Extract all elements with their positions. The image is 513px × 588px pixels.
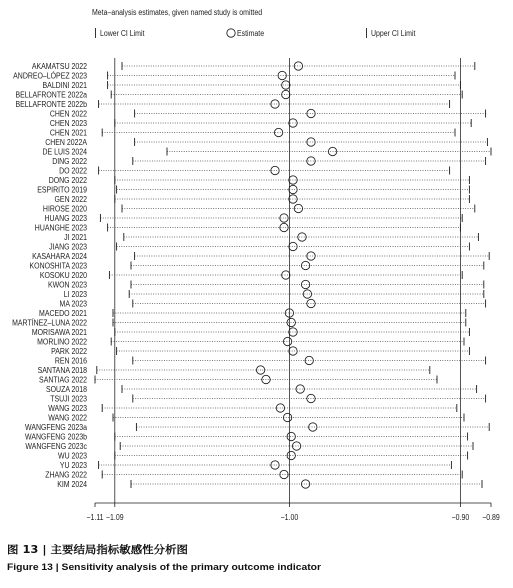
study-row <box>43 204 475 214</box>
study-row <box>37 337 464 347</box>
study-row <box>40 270 462 280</box>
study-label: GEN 2022 <box>54 194 87 205</box>
study-label: JIANG 2023 <box>49 241 87 252</box>
study-label: AKAMATSU 2022 <box>31 61 87 72</box>
study-row <box>43 80 461 90</box>
study-row <box>48 403 457 413</box>
study-row <box>38 365 430 375</box>
study-label: LI 2023 <box>63 289 87 300</box>
study-row <box>25 441 473 451</box>
study-row <box>60 299 486 309</box>
study-label: KIM 2024 <box>57 479 87 490</box>
study-row <box>45 137 487 147</box>
study-row <box>32 61 475 71</box>
study-label: WANG 2022 <box>48 412 87 423</box>
study-row <box>32 251 489 261</box>
study-label: CHEN 2023 <box>49 118 87 129</box>
study-label: BALDINI 2021 <box>42 80 87 91</box>
x-axis <box>86 503 499 522</box>
study-row <box>51 346 469 356</box>
study-row <box>13 71 455 81</box>
study-row <box>15 90 462 100</box>
study-label: HUANG 2023 <box>44 213 87 224</box>
study-label: MARTÍNEZ–LUNA 2022 <box>12 317 87 328</box>
study-label: SOUZA 2018 <box>46 384 87 395</box>
chart-title: Meta–analysis estimates, given named study is omitted <box>92 7 263 18</box>
study-label: DONG 2022 <box>48 175 87 186</box>
legend-estimate-marker <box>227 29 235 37</box>
study-row <box>39 308 466 318</box>
study-label: WANGFENG 2023a <box>25 422 88 433</box>
study-label: WANGFENG 2023b <box>25 431 88 442</box>
study-label: KONOSHITA 2023 <box>29 260 88 271</box>
study-row <box>59 166 449 176</box>
x-tick-label: −1.11 <box>86 512 104 523</box>
legend-upper-ci-label: Upper CI Limit <box>371 28 416 39</box>
x-tick-label: −1.00 <box>280 512 299 523</box>
figure-caption-zh: 图 13 | 主要结局指标敏感性分析图 <box>7 544 173 556</box>
estimate-marker <box>301 280 309 288</box>
study-label: HIROSE 2020 <box>42 203 87 214</box>
study-label: REN 2016 <box>54 355 87 366</box>
study-label: DO 2022 <box>59 165 87 176</box>
study-row <box>39 375 437 385</box>
study-row <box>37 185 469 195</box>
study-row <box>50 118 471 128</box>
study-row <box>15 99 449 109</box>
study-row <box>64 232 478 242</box>
study-label: BELLAFRONTE 2022a <box>15 89 87 100</box>
study-label: JI 2021 <box>64 232 87 243</box>
study-label: MA 2023 <box>59 298 87 309</box>
study-row <box>43 147 491 157</box>
estimate-marker <box>283 413 291 421</box>
study-rows <box>12 61 491 489</box>
study-label: MACEDO 2021 <box>39 308 87 319</box>
study-row <box>55 356 486 366</box>
estimate-marker <box>301 480 309 488</box>
study-label: SANTANA 2018 <box>37 365 87 376</box>
study-row <box>25 422 489 432</box>
study-label: DING 2022 <box>52 156 87 167</box>
study-label: MORISAWA 2021 <box>31 327 87 338</box>
study-row <box>48 413 464 423</box>
x-tick-label: −0.89 <box>482 512 500 523</box>
legend-lower-ci-label: Lower CI Limit <box>100 28 145 39</box>
study-row <box>50 394 485 404</box>
study-label: HUANGHE 2023 <box>34 222 87 233</box>
study-label: CHEN 2022A <box>45 137 87 148</box>
study-row <box>45 470 462 480</box>
study-label: MORLINO 2022 <box>37 336 87 347</box>
study-row <box>44 213 462 223</box>
study-label: BELLAFRONTE 2022b <box>15 99 87 110</box>
study-row <box>50 128 455 138</box>
study-row <box>64 289 484 299</box>
estimate-marker <box>301 261 309 269</box>
study-label: ZHANG 2022 <box>45 469 87 480</box>
study-row <box>48 280 484 290</box>
study-row <box>12 318 466 328</box>
study-label: WU 2023 <box>58 450 87 461</box>
study-row <box>49 242 469 252</box>
x-tick-label: −0.90 <box>451 512 470 523</box>
study-label: SANTIAG 2022 <box>39 374 87 385</box>
study-row <box>25 432 468 442</box>
study-label: YU 2023 <box>59 460 87 471</box>
study-row <box>55 194 470 204</box>
study-label: PARK 2022 <box>51 346 87 357</box>
legend <box>96 28 417 38</box>
study-row <box>32 327 470 337</box>
legend-estimate-label: Estimate <box>237 28 265 39</box>
study-label: CHEN 2021 <box>49 127 87 138</box>
study-label: ANDREO–LÓPEZ 2023 <box>13 70 88 81</box>
study-row <box>35 223 461 233</box>
study-label: WANGFENG 2023c <box>25 441 87 452</box>
study-row <box>58 451 468 461</box>
estimate-marker <box>280 470 288 478</box>
study-row <box>49 175 470 185</box>
study-label: TSUJI 2023 <box>50 393 87 404</box>
figure-caption-en: Figure 13 | Sensitivity analysis of the primary outcome indicator <box>7 562 322 572</box>
study-label: WANG 2023 <box>48 403 87 414</box>
study-label: ESPIRITO 2019 <box>37 184 87 195</box>
study-row <box>30 261 484 271</box>
study-row <box>52 156 485 166</box>
study-row <box>50 109 486 119</box>
study-row <box>60 460 451 470</box>
study-label: KOSOKU 2020 <box>39 270 87 281</box>
study-label: KWON 2023 <box>47 279 87 290</box>
estimate-marker <box>282 90 290 98</box>
study-label: CHEN 2022 <box>49 108 87 119</box>
estimate-marker <box>278 71 286 79</box>
study-row <box>46 384 477 394</box>
study-row <box>57 479 482 489</box>
study-label: DE LUIS 2024 <box>42 146 87 157</box>
study-label: KASAHARA 2024 <box>32 251 87 262</box>
x-tick-label: −1.09 <box>105 512 124 523</box>
